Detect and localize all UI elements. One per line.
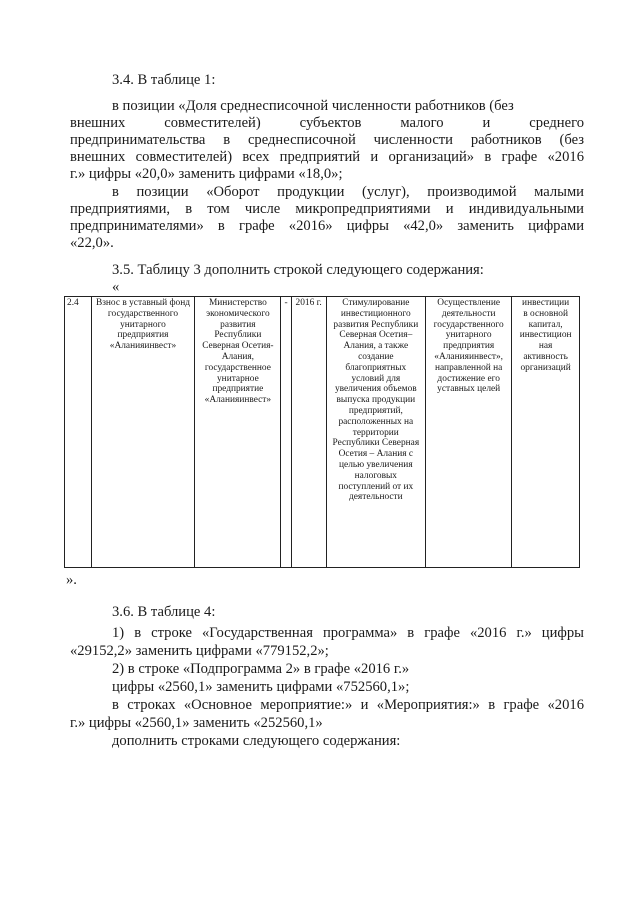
indicator-cell: инвестиции в основной капитал, инвестицион ная активность организаций <box>512 297 580 568</box>
executor-cell: Министерство экономического развития Республики Северная Осетия-Алания, государственное унитарное предприятие «Аланияинвест» <box>195 297 281 568</box>
open-quote: « <box>112 279 120 295</box>
s34-p1-line-1: в позиции «Доля среднесписочной численности работников (без <box>112 98 514 114</box>
event-name-cell: Взнос в уставный фонд государственного унитарного предприятия «Аланияинвест» <box>91 297 195 568</box>
activity-cell: Осуществление деятельности государственного унитарного предприятия «Аланияинвест», направленной на достижение его уставных целей <box>426 297 512 568</box>
s34-p1-line-2: внешних совместителей) субъектов малого и среднего <box>70 115 584 131</box>
close-quote: ». <box>66 572 77 588</box>
s34-p1-line-3: предпринимательства в среднесписочной численности работников (без <box>70 132 584 148</box>
s34-p1-line-4: внешних совместителей) всех предприятий и организаций» в графе «2016 <box>70 149 584 165</box>
year-cell: 2016 г. <box>291 297 326 568</box>
s34-p2-line-1: в позиции «Оборот продукции (услуг), производимой малыми <box>112 184 584 200</box>
table-3-new-row <box>64 296 580 568</box>
s36-line-4: цифры «2560,1» заменить цифрами «752560,1»; <box>112 679 410 695</box>
section-3-5-heading: 3.5. Таблицу 3 дополнить строкой следующего содержания: <box>112 262 484 278</box>
goal-cell: Стимулирование инвестиционного развития Республики Северная Осетия–Алания, а также создание благоприятных условий для увеличения объемов выпуска продукции предприятий, расположенных на территории Республики Северная Осетия – Алания с целью увеличения налоговых поступлений от их деятельности <box>326 297 426 568</box>
s36-line-7: дополнить строками следующего содержания: <box>112 733 401 749</box>
s34-p2-line-2: предприятиями, в том числе микропредприятиями и индивидуальными <box>70 201 584 217</box>
s36-line-3: 2) в строке «Подпрограмма 2» в графе «2016 г.» <box>112 661 410 677</box>
s34-p1-line-5: г.» цифры «20,0» заменить цифрами «18,0»; <box>70 166 343 182</box>
s34-p2-line-4: «22,0». <box>70 235 114 251</box>
s36-line-1: 1) в строке «Государственная программа» в графе «2016 г.» цифры <box>112 625 584 641</box>
s34-p2-line-3: предпринимателями» в графе «2016» цифры «42,0» заменить цифрами <box>70 218 584 234</box>
s36-line-2: «29152,2» заменить цифрами «779152,2»; <box>70 643 329 659</box>
section-3-4-heading: 3.4. В таблице 1: <box>112 72 216 88</box>
row-number-cell: 2.4 <box>65 297 92 568</box>
section-3-6-heading: 3.6. В таблице 4: <box>112 604 216 620</box>
s36-line-6: г.» цифры «2560,1» заменить «252560,1» <box>70 715 323 731</box>
table-row <box>65 297 580 568</box>
dash-cell: - <box>281 297 291 568</box>
s36-line-5: в строках «Основное мероприятие:» и «Мероприятия:» в графе «2016 <box>112 697 584 713</box>
